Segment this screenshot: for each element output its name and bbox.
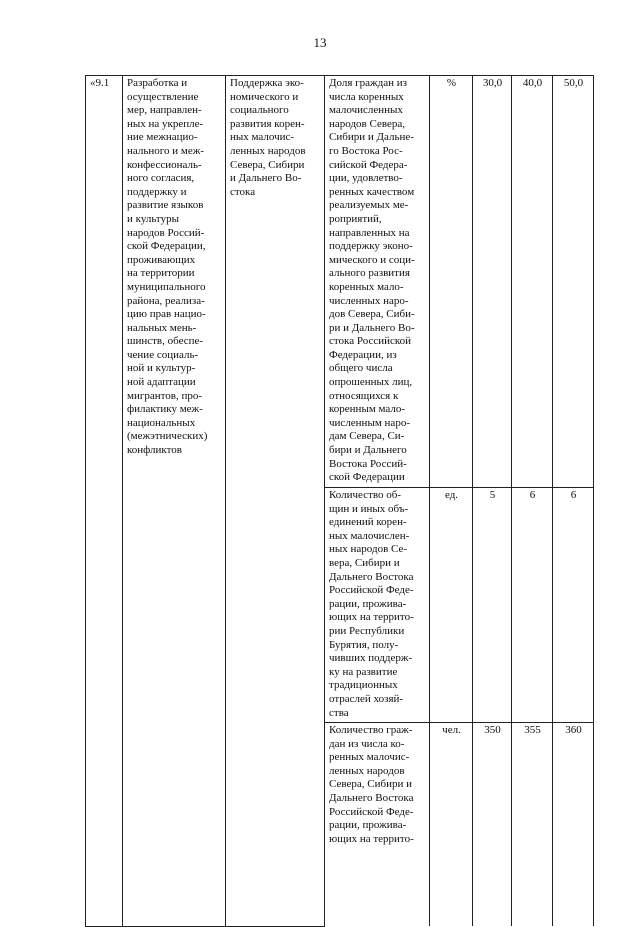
page-number: 13 — [313, 35, 327, 50]
row-index-cell: «9.1 — [86, 76, 123, 927]
indicator-value-year1-cell: 350 — [473, 723, 512, 927]
indicator-name-cell: Доля граждан из числа коренных малочисленных народов Севера, Сибири и Дальне- го Востока Рос- сийской Федера- ции, удовлетво- ренных качеством реализуемых ме- роприятий, направленных на поддержку эконо- мического и соци- ального развития коренных мало- численных наро- дов Севера, Сиби- ри и Дальнего Во- стока Российской Федерации, из общего числа опрошенных лиц, относящихся к коренным мало- численным наро- дам Севера, Си- бири и Дальнего Востока Россий- ской Федерации — [325, 76, 430, 488]
indicator-value-year3-cell: 360 — [553, 723, 594, 927]
indicator-value-year2-cell: 40,0 — [512, 76, 553, 488]
indicator-value-year2-cell: 355 — [512, 723, 553, 927]
indicators-table — [85, 75, 594, 927]
indicator-value-year3-cell: 50,0 — [553, 76, 594, 488]
indicator-value-year1-cell: 5 — [473, 488, 512, 723]
indicator-value-year3-cell: 6 — [553, 488, 594, 723]
table-row — [86, 76, 594, 488]
indicator-name-cell: Количество граж- дан из числа ко- ренных малочис- ленных народов Севера, Сибири и Дальнего Востока Российской Феде- рации, прожива- ющих на террито- — [325, 723, 430, 927]
indicator-name-cell: Количество об- щин и иных объ- единений корен- ных малочислен- ных народов Се- вера, Сибири и Дальнего Востока Российской Феде- рации, прожива- ющих на террито- рии Республики Бурятия, полу- чивших поддерж- ку на развитие традиционных отраслей хозяй- ства — [325, 488, 430, 723]
indicator-unit-cell: ед. — [430, 488, 473, 723]
indicator-unit-cell: чел. — [430, 723, 473, 927]
goal-cell: Поддержка эко- номического и социального развития корен- ных малочис- ленных народов Севера, Сибири и Дальнего Во- стока — [226, 76, 325, 927]
indicator-value-year1-cell: 30,0 — [473, 76, 512, 488]
indicator-value-year2-cell: 6 — [512, 488, 553, 723]
indicator-unit-cell: % — [430, 76, 473, 488]
task-cell: Разработка и осуществление мер, направлен- ных на укрепле- ние межнацио- нального и меж- конфессиональ- ного согласия, поддержку и развитие языков и культуры народов Россий- ской Федерации, проживающих на территории муниципального района, реализа- цию прав нацио- нальных мень- шинств, обеспе- чение социаль- ной и культур- ной адаптации мигрантов, про- филактику меж- национальных (межэтнических) конфликтов — [123, 76, 226, 927]
